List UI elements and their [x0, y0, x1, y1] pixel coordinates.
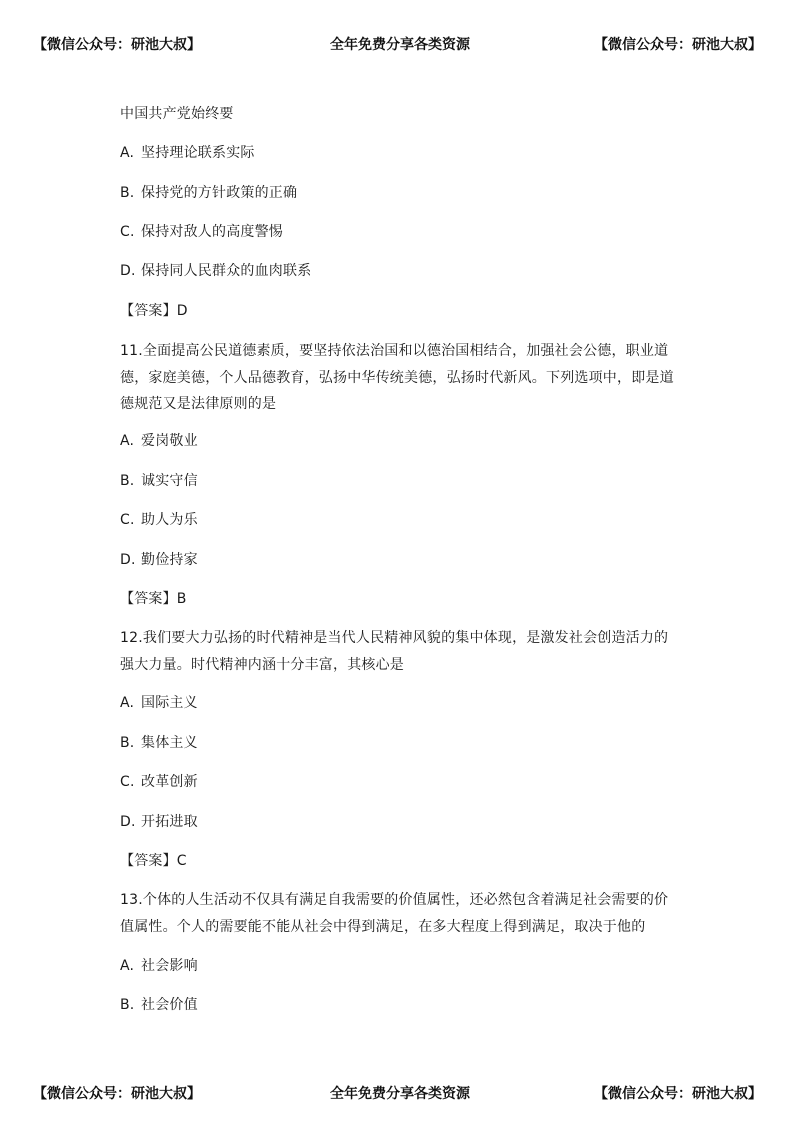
footer-center: 全年免费分享各类资源	[330, 1086, 470, 1102]
q11-option-c: C. 助人为乐	[120, 512, 198, 528]
q10-option-c: C. 保持对敌人的高度警惕	[120, 224, 283, 240]
q12-option-d: D. 开拓进取	[120, 814, 198, 830]
header-right: 【微信公众号：研池大叔】	[594, 37, 762, 53]
question-12-line-1: 12.我们要大力弘扬的时代精神是当代人民精神风貌的集中体现，是激发社会创造活力的	[120, 630, 669, 646]
question-12-line-2: 强大力量。时代精神内涵十分丰富，其核心是	[120, 657, 404, 673]
question-13-line-2: 值属性。个人的需要能不能从社会中得到满足，在多大程度上得到满足，取决于他的	[120, 919, 646, 935]
question-10-tail: 中国共产党始终要	[120, 106, 234, 122]
q12-option-a: A. 国际主义	[120, 695, 198, 711]
question-11-line-2: 德，家庭美德，个人品德教育，弘扬中华传统美德，弘扬时代新风。下列选项中，即是道	[120, 370, 674, 386]
header-left: 【微信公众号：研池大叔】	[33, 37, 201, 53]
q10-option-b: B. 保持党的方针政策的正确	[120, 185, 298, 201]
question-11-line-3: 德规范又是法律原则的是	[120, 396, 277, 412]
q11-option-a: A. 爱岗敬业	[120, 433, 198, 449]
page-header	[0, 34, 800, 56]
q10-answer: 【答案】D	[120, 303, 188, 319]
q13-option-a: A. 社会影响	[120, 958, 198, 974]
q11-answer: 【答案】B	[120, 591, 187, 607]
q11-option-b: B. 诚实守信	[120, 473, 198, 489]
q13-option-b: B. 社会价值	[120, 997, 198, 1013]
footer-right: 【微信公众号：研池大叔】	[594, 1086, 762, 1102]
q12-answer: 【答案】C	[120, 853, 187, 869]
page-footer	[0, 1083, 800, 1105]
q10-option-a: A. 坚持理论联系实际	[120, 145, 255, 161]
question-13-line-1: 13.个体的人生活动不仅具有满足自我需要的价值属性，还必然包含着满足社会需要的价	[120, 892, 669, 908]
header-center: 全年免费分享各类资源	[330, 37, 470, 53]
q11-option-d: D. 勤俭持家	[120, 552, 198, 568]
q12-option-c: C. 改革创新	[120, 774, 198, 790]
question-11-line-1: 11.全面提高公民道德素质，要坚持依法治国和以德治国相结合，加强社会公德，职业道	[120, 343, 669, 359]
q10-option-d: D. 保持同人民群众的血肉联系	[120, 263, 312, 279]
q12-option-b: B. 集体主义	[120, 735, 198, 751]
footer-left: 【微信公众号：研池大叔】	[33, 1086, 201, 1102]
